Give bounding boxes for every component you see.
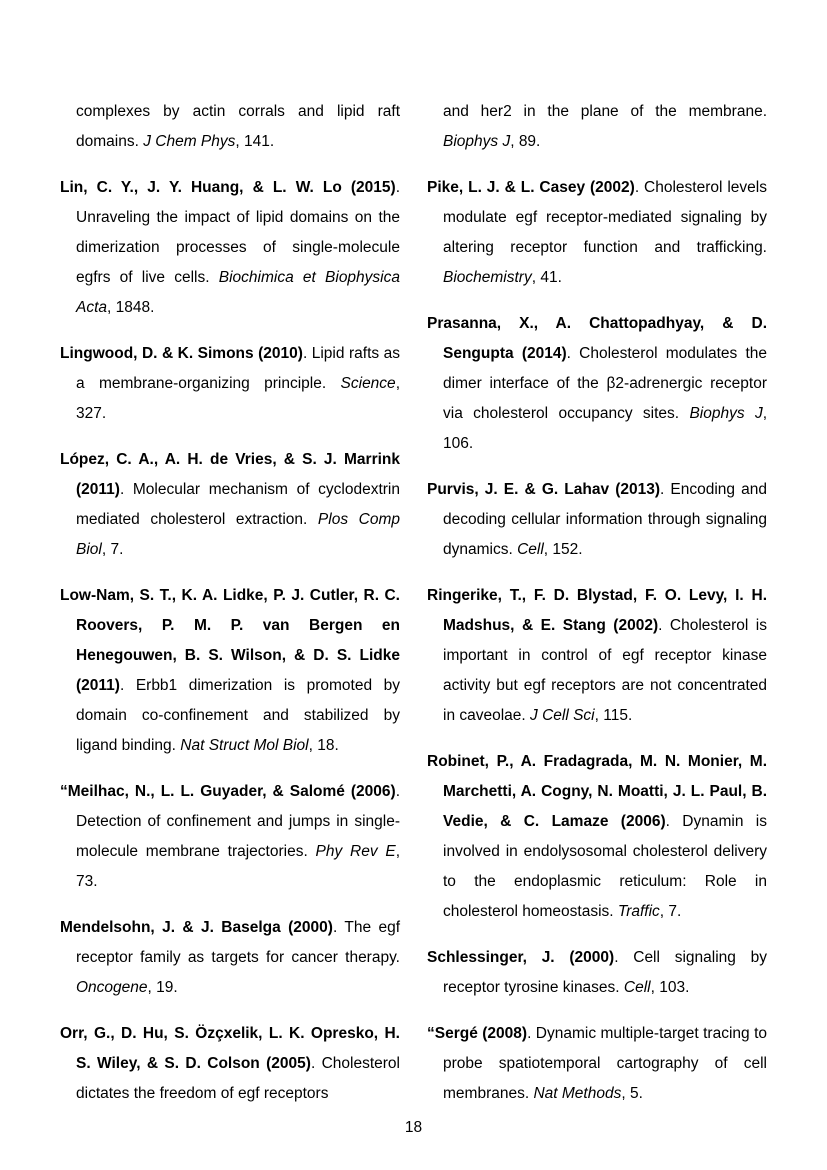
reference-volume: , 5. — [621, 1085, 643, 1102]
reference-entry — [60, 173, 400, 323]
reference-text: . Molecular mechanism of cyclodextrin mediated cholesterol extraction. — [76, 481, 400, 528]
reference-journal: Phy Rev E — [315, 843, 396, 860]
reference-volume: , 7. — [101, 541, 124, 558]
reference-text: . Detection of confinement and jumps in single-molecule membrane trajectories. — [76, 783, 400, 860]
reference-text: . Unraveling the impact of lipid domains on the dimerization processes of single-molecule egfrs of live cells. — [76, 179, 400, 286]
reference-journal: Nat Methods — [533, 1085, 622, 1102]
reference-volume: , 141. — [235, 133, 275, 150]
reference-authors: Pike, L. J. & L. Casey (2002) — [427, 179, 635, 196]
reference-text: . Dynamic multiple-target tracing to probe spatiotemporal cartography of cell membranes. — [443, 1025, 767, 1102]
reference-entry — [60, 97, 400, 157]
reference-authors: Low-Nam, S. T., K. A. Lidke, P. J. Cutler, R. C. Roovers, P. M. P. van Bergen en Henegouwen, B. S. Wilson, & D. S. Lidke (2011) — [60, 587, 400, 694]
reference-authors: Lin, C. Y., J. Y. Huang, & L. W. Lo (2015) — [60, 179, 396, 196]
reference-authors: López, C. A., A. H. de Vries, & S. J. Marrink (2011) — [60, 451, 400, 498]
reference-entry — [427, 475, 767, 565]
reference-entry — [427, 943, 767, 1003]
reference-entry — [60, 913, 400, 1003]
reference-entry — [427, 97, 767, 157]
reference-text: . Dynamin is involved in endolysosomal cholesterol delivery to the endoplasmic reticulum: Role in cholesterol homeostasis. — [443, 813, 767, 920]
reference-volume: , 1848. — [107, 299, 155, 316]
reference-authors: Robinet, P., A. Fradagrada, M. N. Monier, M. Marchetti, A. Cogny, N. Moatti, J. L. Paul, B. Vedie, & C. Lamaze (2006) — [427, 753, 767, 830]
left-column — [60, 97, 400, 1125]
reference-text: . Cell signaling by receptor tyrosine kinases. — [443, 949, 767, 996]
reference-journal: Biophys J — [443, 133, 511, 150]
reference-volume: , 89. — [510, 133, 541, 150]
reference-entry — [427, 747, 767, 927]
reference-entry — [427, 173, 767, 293]
reference-volume: , 73. — [76, 843, 400, 890]
reference-volume: , 41. — [531, 269, 562, 286]
reference-authors: “Meilhac, N., L. L. Guyader, & Salomé (2006) — [60, 783, 396, 800]
reference-entry — [427, 1019, 767, 1109]
reference-journal: Science — [340, 375, 396, 392]
reference-entry — [60, 777, 400, 897]
reference-volume: , 7. — [659, 903, 682, 920]
reference-journal: Biophys J — [689, 405, 763, 422]
reference-entry — [60, 581, 400, 761]
reference-text: . Cholesterol levels modulate egf receptor-mediated signaling by altering receptor function and trafficking. — [443, 179, 767, 256]
reference-journal: Plos Comp Biol — [76, 511, 400, 558]
reference-entry — [427, 309, 767, 459]
reference-text: . Lipid rafts as a membrane-organizing principle. — [76, 345, 400, 392]
reference-text: and her2 in the plane of the membrane. — [443, 103, 767, 120]
reference-text: . The egf receptor family as targets for cancer therapy. — [76, 919, 400, 966]
reference-text: complexes by actin corrals and lipid raft domains. — [76, 103, 400, 150]
reference-journal: Nat Struct Mol Biol — [180, 737, 309, 754]
reference-volume: , 106. — [443, 405, 768, 452]
reference-volume: , 18. — [308, 737, 339, 754]
page-number: 18 — [404, 1119, 423, 1136]
reference-text: . Cholesterol modulates the dimer interface of the β2-adrenergic receptor via cholesterol occupancy sites. — [443, 345, 767, 422]
reference-entry — [60, 445, 400, 565]
reference-journal: Traffic — [617, 903, 660, 920]
reference-volume: , 115. — [594, 707, 633, 724]
reference-text: . Encoding and decoding cellular information through signaling dynamics. — [443, 481, 767, 558]
reference-journal: Oncogene — [76, 979, 148, 996]
reference-authors: Ringerike, T., F. D. Blystad, F. O. Levy, I. H. Madshus, & E. Stang (2002) — [427, 587, 767, 634]
reference-text: . Cholesterol is important in control of egf receptor kinase activity but egf receptors are not concentrated in caveolae. — [443, 617, 767, 724]
reference-text: . Erbb1 dimerization is promoted by domain co-confinement and stabilized by ligand binding. — [76, 677, 400, 754]
reference-journal: Cell — [517, 541, 544, 558]
reference-journal: J Chem Phys — [143, 133, 236, 150]
reference-authors: “Sergé (2008) — [427, 1025, 528, 1042]
reference-authors: Prasanna, X., A. Chattopadhyay, & D. Sengupta (2014) — [427, 315, 767, 362]
right-column — [427, 97, 767, 1125]
reference-journal: Biochemistry — [443, 269, 532, 286]
reference-entry — [60, 1019, 400, 1109]
reference-text: . Cholesterol dictates the freedom of egf receptors — [76, 1055, 400, 1102]
reference-entry — [427, 581, 767, 731]
reference-authors: Purvis, J. E. & G. Lahav (2013) — [427, 481, 660, 498]
reference-authors: Mendelsohn, J. & J. Baselga (2000) — [60, 919, 333, 936]
reference-authors: Lingwood, D. & K. Simons (2010) — [60, 345, 303, 362]
reference-entry — [60, 339, 400, 429]
reference-volume: , 327. — [76, 375, 400, 422]
reference-volume: , 19. — [147, 979, 178, 996]
reference-volume: , 103. — [650, 979, 690, 996]
reference-journal: J Cell Sci — [530, 707, 595, 724]
reference-journal: Cell — [623, 979, 651, 996]
reference-authors: Schlessinger, J. (2000) — [427, 949, 615, 966]
reference-journal: Biochimica et Biophysica Acta — [76, 269, 400, 316]
reference-volume: , 152. — [543, 541, 583, 558]
reference-authors: Orr, G., D. Hu, S. Özçxelik, L. K. Opresko, H. S. Wiley, & S. D. Colson (2005) — [60, 1025, 400, 1072]
